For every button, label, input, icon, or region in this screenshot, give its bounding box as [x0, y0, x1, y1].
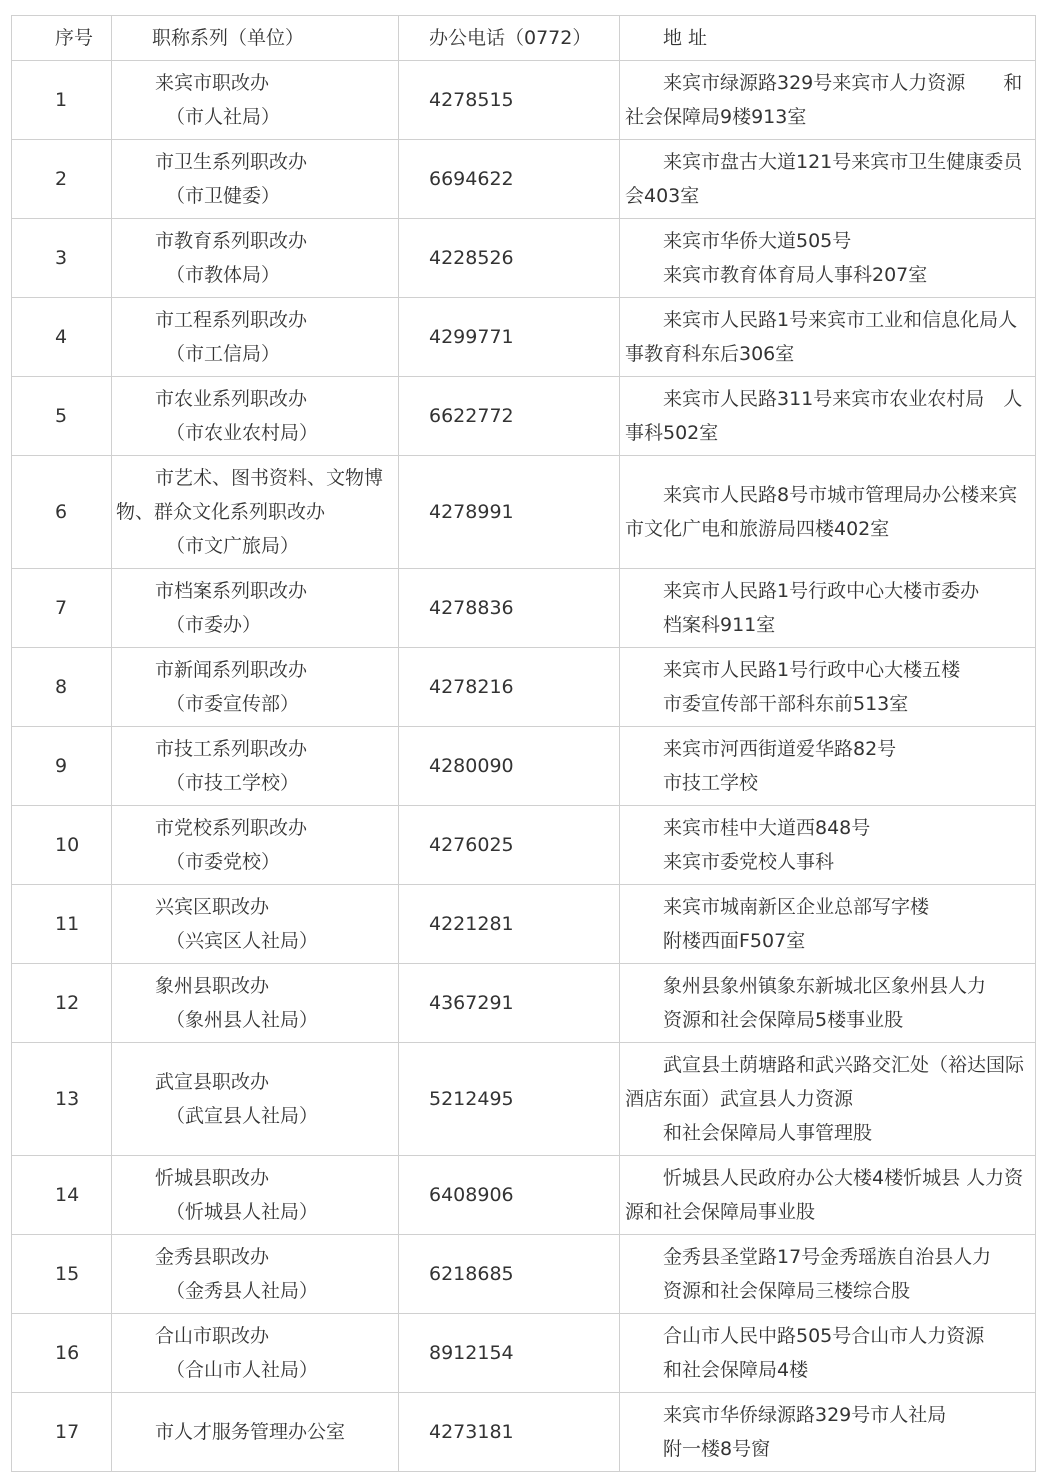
row-serial: 13 [12, 1043, 112, 1156]
address-line: 酒店东面）武宣县人力资源 [625, 1088, 854, 1110]
table-row [12, 1393, 1036, 1472]
row-serial: 2 [12, 140, 112, 219]
row-address [620, 648, 1036, 727]
row-unit [112, 727, 399, 806]
address-line: 附楼西面F507室 [663, 930, 806, 952]
address-line: 事科502室 [625, 422, 719, 444]
row-address [620, 219, 1036, 298]
row-unit [112, 1393, 399, 1472]
address-line: 来宾市绿源路329号来宾市人力资源 和 [663, 72, 1023, 94]
address-line: 来宾市委党校人事科 [663, 851, 835, 873]
unit-name: 市工程系列职改办 [155, 309, 308, 331]
contact-table [11, 15, 1036, 1472]
row-unit [112, 569, 399, 648]
unit-name: 物、群众文化系列职改办 [116, 501, 326, 523]
row-serial: 3 [12, 219, 112, 298]
unit-name: 市新闻系列职改办 [155, 659, 308, 681]
unit-dept: （市教体局） [166, 264, 281, 286]
row-address [620, 298, 1036, 377]
table-row [12, 806, 1036, 885]
row-serial: 7 [12, 569, 112, 648]
header-serial: 序号 [12, 16, 112, 61]
row-address [620, 569, 1036, 648]
address-line: 金秀县圣堂路17号金秀瑶族自治县人力 [663, 1246, 992, 1268]
address-line: 会403室 [625, 185, 700, 207]
address-line: 附一楼8号窗 [663, 1438, 771, 1460]
row-serial: 6 [12, 456, 112, 569]
row-address [620, 61, 1036, 140]
row-unit [112, 648, 399, 727]
address-line: 来宾市河西街道爱华路82号 [663, 738, 897, 760]
address-line: 来宾市人民路8号市城市管理局办公楼来宾 [663, 484, 1018, 506]
table-header-row [12, 16, 1036, 61]
address-line: 市委宣传部干部科东前513室 [663, 693, 909, 715]
header-phone: 办公电话（0772） [399, 16, 620, 61]
unit-dept: （兴宾区人社局） [166, 930, 319, 952]
table-row [12, 377, 1036, 456]
row-serial: 14 [12, 1156, 112, 1235]
unit-name: 忻城县职改办 [155, 1167, 270, 1189]
unit-dept: （金秀县人社局） [166, 1280, 319, 1302]
row-phone: 4228526 [399, 219, 620, 298]
row-address [620, 727, 1036, 806]
row-address [620, 377, 1036, 456]
row-address [620, 964, 1036, 1043]
header-unit: 职称系列（单位） [112, 16, 399, 61]
unit-name: 兴宾区职改办 [155, 896, 270, 918]
row-serial: 4 [12, 298, 112, 377]
address-line: 忻城县人民政府办公大楼4楼忻城县 人力资 [663, 1167, 1024, 1189]
address-line: 合山市人民中路505号合山市人力资源 [663, 1325, 985, 1347]
row-unit [112, 1156, 399, 1235]
row-serial: 9 [12, 727, 112, 806]
row-phone: 5212495 [399, 1043, 620, 1156]
table-row [12, 1235, 1036, 1314]
address-line: 来宾市人民路1号来宾市工业和信息化局人 [663, 309, 1018, 331]
address-line: 和社会保障局4楼 [663, 1359, 809, 1381]
row-serial: 15 [12, 1235, 112, 1314]
unit-dept: （武宣县人社局） [166, 1105, 319, 1127]
row-phone: 4276025 [399, 806, 620, 885]
row-unit [112, 377, 399, 456]
row-address [620, 1235, 1036, 1314]
unit-name: 市党校系列职改办 [155, 817, 308, 839]
row-phone: 4273181 [399, 1393, 620, 1472]
row-unit [112, 885, 399, 964]
header-address: 地 址 [620, 16, 1036, 61]
row-unit [112, 1314, 399, 1393]
row-phone: 4299771 [399, 298, 620, 377]
row-phone: 6622772 [399, 377, 620, 456]
table-row [12, 140, 1036, 219]
table-row [12, 1156, 1036, 1235]
address-line: 来宾市华侨大道505号 [663, 230, 852, 252]
table-row [12, 964, 1036, 1043]
unit-name: 象州县职改办 [155, 975, 270, 997]
row-serial: 10 [12, 806, 112, 885]
row-phone: 4278515 [399, 61, 620, 140]
table-row [12, 1043, 1036, 1156]
row-address [620, 1156, 1036, 1235]
row-unit [112, 806, 399, 885]
unit-name: 市艺术、图书资料、文物博 [155, 467, 384, 489]
address-line: 资源和社会保障局5楼事业股 [663, 1009, 904, 1031]
unit-name: 市卫生系列职改办 [155, 151, 308, 173]
row-unit [112, 219, 399, 298]
row-unit [112, 298, 399, 377]
row-phone: 4221281 [399, 885, 620, 964]
row-serial: 12 [12, 964, 112, 1043]
row-serial: 11 [12, 885, 112, 964]
row-phone: 8912154 [399, 1314, 620, 1393]
unit-name: 市农业系列职改办 [155, 388, 308, 410]
address-line: 市技工学校 [663, 772, 759, 794]
row-phone: 4278836 [399, 569, 620, 648]
unit-dept: （市委党校） [166, 851, 281, 873]
row-unit [112, 1043, 399, 1156]
unit-dept: （市人社局） [166, 106, 281, 128]
row-unit [112, 61, 399, 140]
address-line: 市文化广电和旅游局四楼402室 [625, 518, 890, 540]
row-address [620, 1393, 1036, 1472]
unit-name: 金秀县职改办 [155, 1246, 270, 1268]
address-line: 源和社会保障局事业股 [625, 1201, 816, 1223]
unit-dept: （市技工学校） [166, 772, 300, 794]
address-line: 来宾市盘古大道121号来宾市卫生健康委员 [663, 151, 1023, 173]
address-line: 和社会保障局人事管理股 [663, 1122, 873, 1144]
unit-name: 合山市职改办 [155, 1325, 270, 1347]
row-unit [112, 1235, 399, 1314]
address-line: 社会保障局9楼913室 [625, 106, 807, 128]
row-unit [112, 456, 399, 569]
unit-name: 市档案系列职改办 [155, 580, 308, 602]
unit-dept: （象州县人社局） [166, 1009, 319, 1031]
unit-dept: （忻城县人社局） [166, 1201, 319, 1223]
unit-name: 来宾市职改办 [155, 72, 270, 94]
unit-name: 市技工系列职改办 [155, 738, 308, 760]
unit-name: 市人才服务管理办公室 [155, 1421, 346, 1443]
row-serial: 16 [12, 1314, 112, 1393]
unit-dept: （市工信局） [166, 343, 281, 365]
address-line: 来宾市人民路1号行政中心大楼市委办 [663, 580, 980, 602]
address-line: 来宾市人民路311号来宾市农业农村局 人 [663, 388, 1023, 410]
unit-dept: （市卫健委） [166, 185, 281, 207]
unit-dept: （市文广旅局） [166, 535, 300, 557]
row-address [620, 885, 1036, 964]
row-unit [112, 964, 399, 1043]
address-line: 象州县象州镇象东新城北区象州县人力 [663, 975, 987, 997]
row-phone: 4367291 [399, 964, 620, 1043]
row-phone: 4280090 [399, 727, 620, 806]
table-row [12, 648, 1036, 727]
address-line: 武宣县土荫塘路和武兴路交汇处（裕达国际 [663, 1054, 1025, 1076]
address-line: 档案科911室 [663, 614, 776, 636]
table-row [12, 219, 1036, 298]
table-row [12, 456, 1036, 569]
table-row [12, 885, 1036, 964]
address-line: 来宾市教育体育局人事科207室 [663, 264, 928, 286]
table-row [12, 727, 1036, 806]
address-line: 来宾市华侨绿源路329号市人社局 [663, 1404, 947, 1426]
row-phone: 4278991 [399, 456, 620, 569]
row-phone: 6408906 [399, 1156, 620, 1235]
row-address [620, 806, 1036, 885]
row-phone: 4278216 [399, 648, 620, 727]
row-address [620, 456, 1036, 569]
unit-dept: （市委宣传部） [166, 693, 300, 715]
table-row [12, 1314, 1036, 1393]
table-row [12, 298, 1036, 377]
unit-name: 武宣县职改办 [155, 1071, 270, 1093]
unit-dept: （市委办） [166, 614, 262, 636]
contact-table-container [11, 15, 1035, 1472]
row-unit [112, 140, 399, 219]
row-address [620, 1314, 1036, 1393]
table-row [12, 61, 1036, 140]
unit-dept: （市农业农村局） [166, 422, 319, 444]
address-line: 来宾市桂中大道西848号 [663, 817, 871, 839]
row-serial: 17 [12, 1393, 112, 1472]
row-serial: 5 [12, 377, 112, 456]
row-serial: 8 [12, 648, 112, 727]
unit-name: 市教育系列职改办 [155, 230, 308, 252]
row-address [620, 1043, 1036, 1156]
address-line: 来宾市人民路1号行政中心大楼五楼 [663, 659, 961, 681]
row-address [620, 140, 1036, 219]
row-phone: 6218685 [399, 1235, 620, 1314]
row-phone: 6694622 [399, 140, 620, 219]
unit-dept: （合山市人社局） [166, 1359, 319, 1381]
row-serial: 1 [12, 61, 112, 140]
address-line: 来宾市城南新区企业总部写字楼 [663, 896, 930, 918]
table-row [12, 569, 1036, 648]
address-line: 事教育科东后306室 [625, 343, 795, 365]
address-line: 资源和社会保障局三楼综合股 [663, 1280, 911, 1302]
